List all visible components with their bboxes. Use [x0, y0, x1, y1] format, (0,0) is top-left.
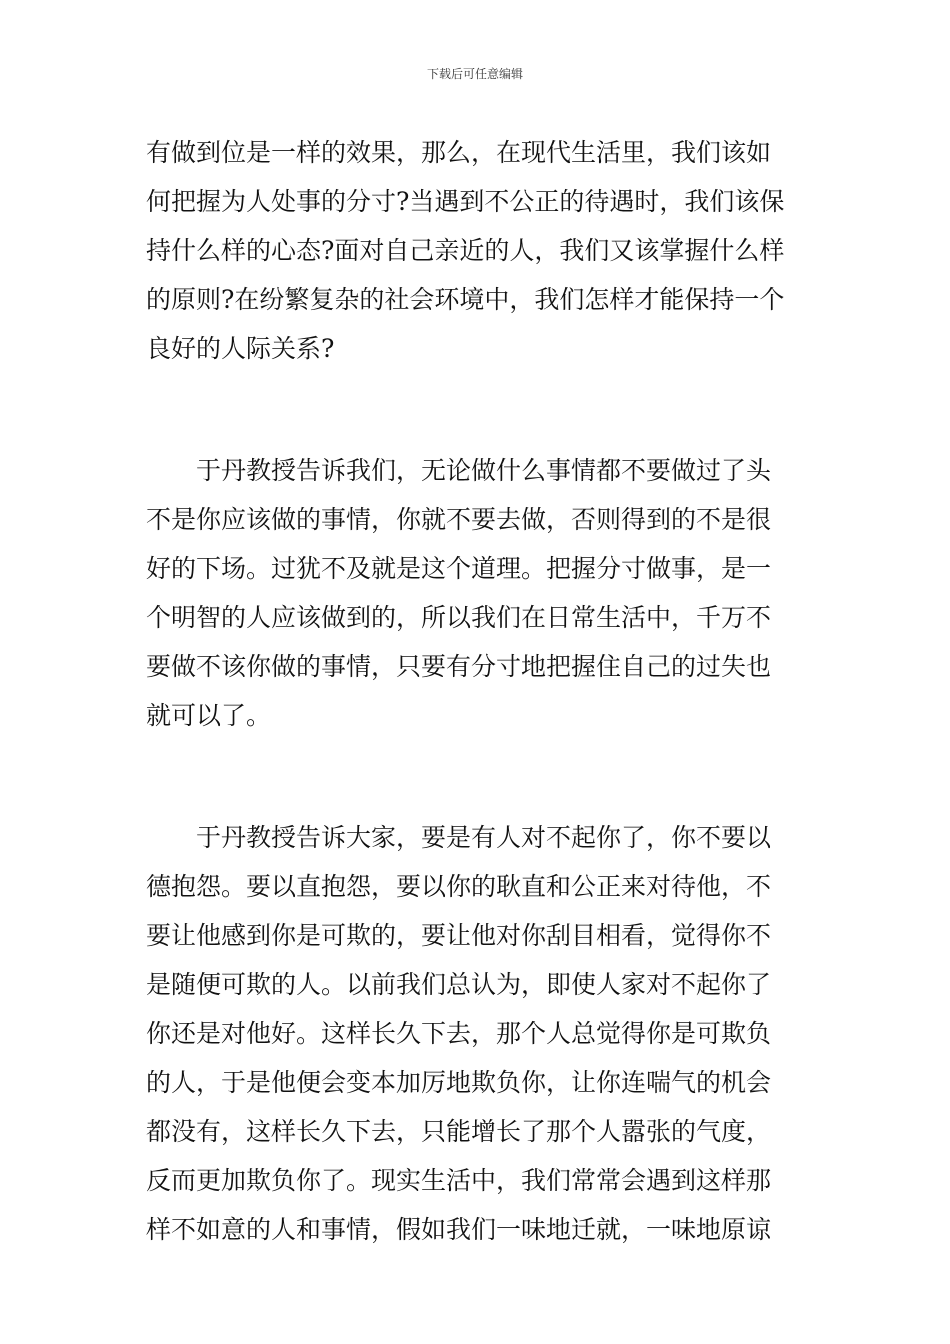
text-line: 样不如意的人和事情，假如我们一味地迁就，一味地原谅	[146, 1215, 772, 1244]
text-line: 有做到位是一样的效果，那么，在现代生活里，我们该如	[146, 138, 772, 167]
text-line: 持什么样的心态?面对自己亲近的人，我们又该掌握什么样	[146, 236, 785, 265]
document-body	[146, 128, 806, 1254]
page-header: 下载后可任意编辑	[426, 67, 523, 81]
text-line: 好的下场。过犹不及就是这个道理。把握分寸做事，是一	[146, 554, 772, 583]
text-line: 要让他感到你是可欺的，要让他对你刮目相看，觉得你不	[146, 921, 772, 950]
text-line: 要做不该你做的事情，只要有分寸地把握住自己的过失也	[146, 652, 772, 681]
text-line: 你还是对他好。这样长久下去，那个人总觉得你是可欺负	[146, 1019, 772, 1048]
text-line: 个明智的人应该做到的，所以我们在日常生活中，千万不	[146, 603, 772, 632]
paragraph-gap	[146, 740, 806, 813]
text-line: 不是你应该做的事情，你就不要去做，否则得到的不是很	[146, 505, 772, 534]
text-line: 反而更加欺负你了。现实生活中，我们常常会遇到这样那	[146, 1166, 772, 1195]
text-line: 都没有，这样长久下去，只能增长了那个人嚣张的气度，	[146, 1117, 772, 1146]
text-line: 良好的人际关系?	[146, 334, 335, 363]
text-line: 何把握为人处事的分寸?当遇到不公正的待遇时，我们该保	[146, 187, 785, 216]
text-line: 于丹教授告诉我们，无论做什么事情都不要做过了头	[146, 456, 772, 485]
paragraph-3	[146, 813, 806, 1254]
text-line: 是随便可欺的人。以前我们总认为，即使人家对不起你了	[146, 970, 772, 999]
text-line: 的人，于是他便会变本加厉地欺负你，让你连喘气的机会	[146, 1068, 772, 1097]
paragraph-1	[146, 128, 806, 373]
text-line: 于丹教授告诉大家，要是有人对不起你了，你不要以	[146, 823, 772, 852]
text-line: 的原则?在纷繁复杂的社会环境中，我们怎样才能保持一个	[146, 285, 785, 314]
text-line: 德抱怨。要以直抱怨，要以你的耿直和公正来对待他，不	[146, 872, 772, 901]
text-line: 就可以了。	[146, 701, 272, 730]
paragraph-gap	[146, 373, 806, 446]
paragraph-2	[146, 446, 806, 740]
